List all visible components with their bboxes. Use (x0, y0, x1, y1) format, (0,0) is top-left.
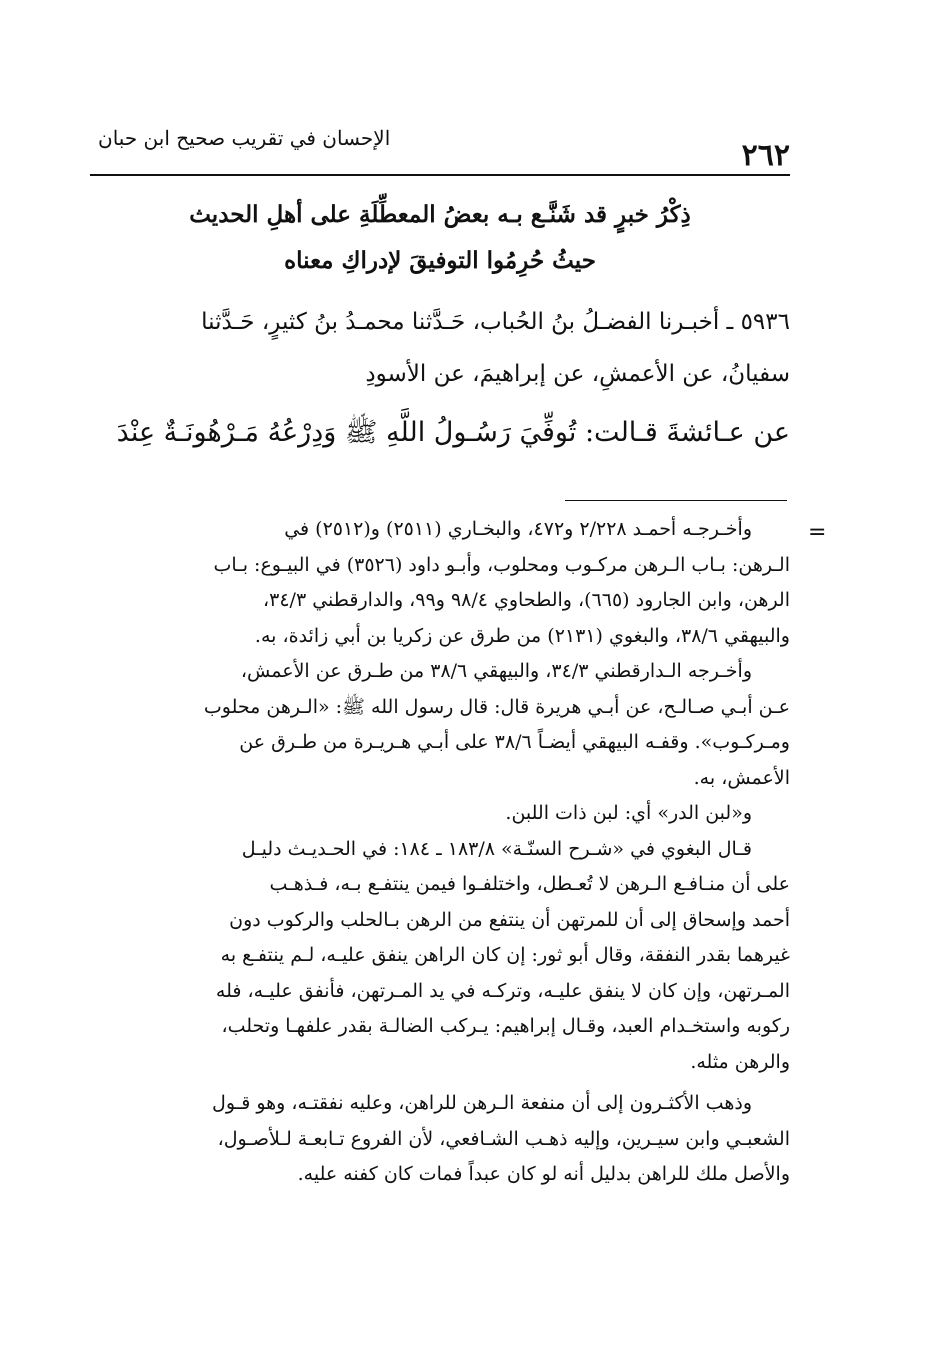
footnote-line: أحمد وإسحاق إلى أن للمرتهن أن ينتفع من الرهن بـالحلب والركوب دون (229, 908, 790, 931)
chapter-heading (90, 192, 790, 284)
footnote-separator (565, 500, 787, 501)
footnote-line: على أن منـافـع الـرهن لا تُعـطل، واختلفـوا فيمن ينتفـع بـه، فـذهـب (269, 873, 790, 895)
hadith-isnad (90, 296, 790, 400)
footnote-line: الـرهن: بـاب الـرهن مركـوب ومحلوب، وأبـو داود (٣٥٢٦) في البيـوع: بـاب (213, 553, 790, 576)
footnote-line: المـرتهن، وإن كان لا ينفق عليـه، وتركـه في يد المـرتهن، فأنفق عليـه، فله (215, 979, 790, 1002)
chapter-heading-line-1: ذِكْرُ خبرٍ قد شَنَّـع بـه بعضُ المعطِّلَةِ على أهلِ الحديث (189, 201, 691, 228)
footnote-continuation-mark: = (808, 520, 827, 545)
page-header (90, 118, 790, 178)
footnote-line: وذهب الأكثـرون إلى أن منفعة الـرهن للراهن، وعليه نفقتـه، وهو قـول (212, 1092, 752, 1114)
page-number: ٢٦٢ (741, 138, 790, 173)
footnote-line: غيرهما بقدر النفقة، وقال أبو ثور: إن كان الراهن ينفق عليـه، لـم ينتفـع به (220, 944, 790, 966)
footnote-line: والرهن مثله. (690, 1050, 790, 1073)
running-title: الإحسان في تقريب صحيح ابن حبان (98, 126, 391, 150)
footnote-line: و«لبن الدر» أي: لبن ذات اللبن. (505, 802, 752, 824)
footnote-line: ومـركـوب». وقفـه البيهقي أيضـاً ٣٨/٦ على أبـي هـريـرة من طـرق عن (239, 731, 790, 753)
footnote-line: الشعبـي وابن سيـرين، وإليه ذهـب الشـافعي، لأن الفروع تـابعـة لـلأصـول، (217, 1127, 790, 1150)
footnote-line: قـال البغوي في «شـرح السنّـة» ١٨٣/٨ ـ ١٨٤: في الحـديـث دليـل (241, 837, 752, 860)
isnad-line-2: سفيانُ، عن الأعمشِ، عن إبراهيمَ، عن الأسودِ (365, 361, 790, 387)
matn-line-1: عن عـائشةَ قـالت: تُوفِّيَ رَسُـولُ اللَّهِ ﷺ وَدِرْعُهُ مَـرْهُونَـةٌ عِنْدَ (116, 417, 790, 448)
chapter-heading-line-2: حيثُ حُرِمُوا التوفيقَ لإدراكِ معناه (284, 247, 596, 274)
footnote-line: وأخـرجـه أحمـد ٢/٢٢٨ و٤٧٢، والبخـاري (٢٥١١) و(٢٥١٢) في (284, 518, 752, 540)
hadith-matn (90, 404, 790, 462)
footnote-line: والبيهقي ٣٨/٦، والبغوي (٢١٣١) من طرق عن زكريا بن أبي زائدة، به. (254, 624, 790, 647)
footnote-line: ركوبه واستخـدام العبد، وقـال إبراهيم: يـركب الضالـة بقدر علفهـا وتحلب، (221, 1015, 790, 1037)
footnote-line: الرهن، وابن الجارود (٦٦٥)، والطحاوي ٩٨/٤ و٩٩، والدارقطني ٣٤/٣، (263, 589, 790, 611)
footnote-line: وأخـرجه الـدارقطني ٣٤/٣، والبيهقي ٣٨/٦ من طـرق عن الأعمش، (240, 660, 752, 682)
footnote-line: والأصل ملك للراهن بدليل أنه لو كان عبداً فمات كان كفنه عليه. (297, 1163, 790, 1185)
hadith-text (90, 296, 790, 462)
footnote-line: الأعمش، به. (693, 766, 790, 789)
footnotes (90, 512, 790, 1193)
header-rule (90, 174, 790, 176)
footnote-line: عـن أبـي صـالـح، عن أبـي هريرة قال: قال رسول الله ﷺ: «الـرهن محلوب (203, 695, 790, 718)
isnad-line-1: ٥٩٣٦ ـ أخبـرنا الفضـلُ بنُ الحُباب، حَـدَّثنا محمـدُ بنُ كثيرٍ، حَـدَّثنا (201, 309, 790, 335)
